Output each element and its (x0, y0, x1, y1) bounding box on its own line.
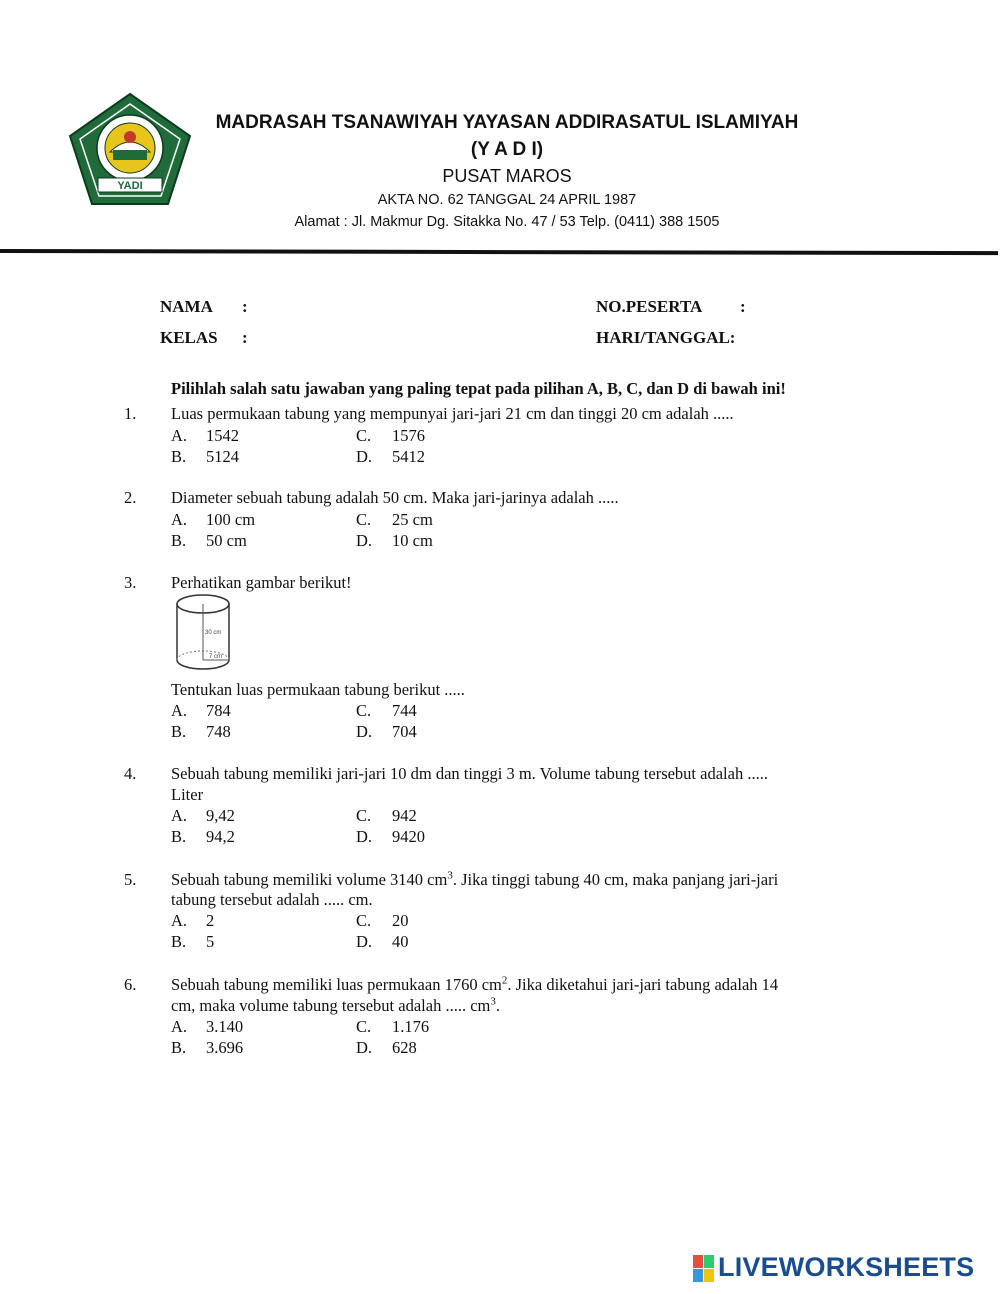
q5-option-a-letter: A. (171, 911, 188, 930)
cylinder-figure (170, 590, 236, 674)
q4-option-b: 94,2 (206, 827, 235, 846)
q6-option-c: 1.176 (392, 1017, 430, 1036)
kelas-colon: : (242, 328, 248, 347)
q3-option-a: 784 (206, 701, 231, 720)
school-location: PUSAT MAROS (442, 166, 572, 186)
kelas-label: KELAS (160, 328, 218, 347)
q2-option-c-letter: C. (356, 510, 372, 529)
q5-option-d-letter: D. (356, 932, 373, 951)
q3-option-d-letter: D. (356, 722, 373, 741)
question-2-text: Diameter sebuah tabung adalah 50 cm. Maka jari-jarinya adalah ..... (171, 488, 619, 507)
q6-option-b-letter: B. (171, 1038, 187, 1057)
q4-option-a: 9,42 (206, 806, 235, 825)
school-abbrev: (Y A D I) (470, 139, 544, 160)
q6-option-b: 3.696 (206, 1038, 244, 1057)
liveworksheets-logo-icon (693, 1254, 715, 1284)
q1-option-a: 1542 (206, 426, 239, 445)
q2-option-b-letter: B. (171, 531, 187, 550)
question-4-text-cont: Liter (171, 785, 204, 804)
q1-option-b-letter: B. (171, 447, 187, 466)
nama-label: NAMA (160, 297, 213, 316)
question-3-number: 3. (124, 573, 137, 592)
q4-option-c: 942 (392, 806, 417, 825)
question-3-text: Perhatikan gambar berikut! (171, 573, 352, 592)
question-1-text: Luas permukaan tabung yang mempunyai jari-jari 21 cm dan tinggi 20 cm adalah ..... (171, 404, 734, 423)
q5-option-b-letter: B. (171, 932, 187, 951)
q4-option-b-letter: B. (171, 827, 187, 846)
nama-colon: : (242, 297, 248, 316)
q4-option-d: 9420 (392, 827, 425, 846)
q5-option-a: 2 (206, 911, 215, 930)
q5-option-b: 5 (206, 932, 215, 951)
q1-option-b: 5124 (206, 447, 239, 466)
q6-option-a-letter: A. (171, 1017, 188, 1036)
hari-tanggal-label: HARI/TANGGAL: (596, 328, 736, 347)
question-6-text-cont: cm, maka volume tabung tersebut adalah ..... $cm^3$. (171, 995, 500, 1015)
no-peserta-label: NO.PESERTA (596, 297, 703, 316)
cylinder-height-label: 30 cm (205, 630, 222, 636)
q3-option-d: 704 (392, 722, 417, 741)
cylinder-radius-label: 7 cm (209, 654, 223, 660)
question-5-number: 5. (124, 870, 137, 889)
q2-option-a-letter: A. (171, 510, 188, 529)
liveworksheets-watermark[interactable]: LIVEWORKSHEETS (718, 1252, 975, 1282)
question-3-prompt: Tentukan luas permukaan tabung berikut ..... (171, 680, 465, 699)
q2-option-a: 100 cm (206, 510, 256, 529)
question-6-text: Sebuah tabung memiliki luas permukaan 1760 $cm^2$. Jika diketahui jari-jari tabung adalah 14 (171, 974, 779, 994)
q1-option-d-letter: D. (356, 447, 373, 466)
question-5-text: Sebuah tabung memiliki volume 3140 $cm^3$. Jika tinggi tabung 40 cm, maka panjang jari-jari (171, 869, 779, 889)
school-name: MADRASAH TSANAWIYAH YAYASAN ADDIRASATUL ISLAMIYAH (215, 112, 799, 133)
header-divider (0, 249, 998, 255)
instruction: Pilihlah salah satu jawaban yang paling tepat pada pilihan A, B, C, dan D di bawah ini! (171, 379, 786, 398)
q3-option-c-letter: C. (356, 701, 372, 720)
q1-option-c-letter: C. (356, 426, 372, 445)
question-6-number: 6. (124, 975, 137, 994)
q5-option-c-letter: C. (356, 911, 372, 930)
q3-option-b-letter: B. (171, 722, 187, 741)
akta-line: AKTA NO. 62 TANGGAL 24 APRIL 1987 (377, 192, 637, 208)
q4-option-a-letter: A. (171, 806, 188, 825)
question-4-text: Sebuah tabung memiliki jari-jari 10 dm dan tinggi 3 m. Volume tabung tersebut adalah ..... (171, 764, 768, 783)
no-peserta-colon: : (740, 297, 746, 316)
q1-option-d: 5412 (392, 447, 425, 466)
q2-option-b: 50 cm (206, 531, 247, 550)
question-4-number: 4. (124, 764, 137, 783)
q5-option-c: 20 (392, 911, 409, 930)
q3-option-c: 744 (392, 701, 417, 720)
q1-option-c: 1576 (392, 426, 425, 445)
question-2-number: 2. (124, 488, 137, 507)
q2-option-d: 10 cm (392, 531, 433, 550)
q2-option-d-letter: D. (356, 531, 373, 550)
q6-option-a: 3.140 (206, 1017, 244, 1036)
q6-option-c-letter: C. (356, 1017, 372, 1036)
q6-option-d-letter: D. (356, 1038, 373, 1057)
question-1-number: 1. (124, 404, 137, 423)
question-5-text-cont: tabung tersebut adalah ..... cm. (171, 890, 373, 909)
logo-banner-text: YADI (117, 180, 143, 192)
q6-option-d: 628 (392, 1038, 417, 1057)
q4-option-d-letter: D. (356, 827, 373, 846)
q3-option-b: 748 (206, 722, 231, 741)
q1-option-a-letter: A. (171, 426, 188, 445)
q4-option-c-letter: C. (356, 806, 372, 825)
q5-option-d: 40 (392, 932, 409, 951)
q2-option-c: 25 cm (392, 510, 433, 529)
address-line: Alamat : Jl. Makmur Dg. Sitakka No. 47 / 53 Telp. (0411) 388 1505 (294, 214, 720, 230)
q3-option-a-letter: A. (171, 701, 188, 720)
